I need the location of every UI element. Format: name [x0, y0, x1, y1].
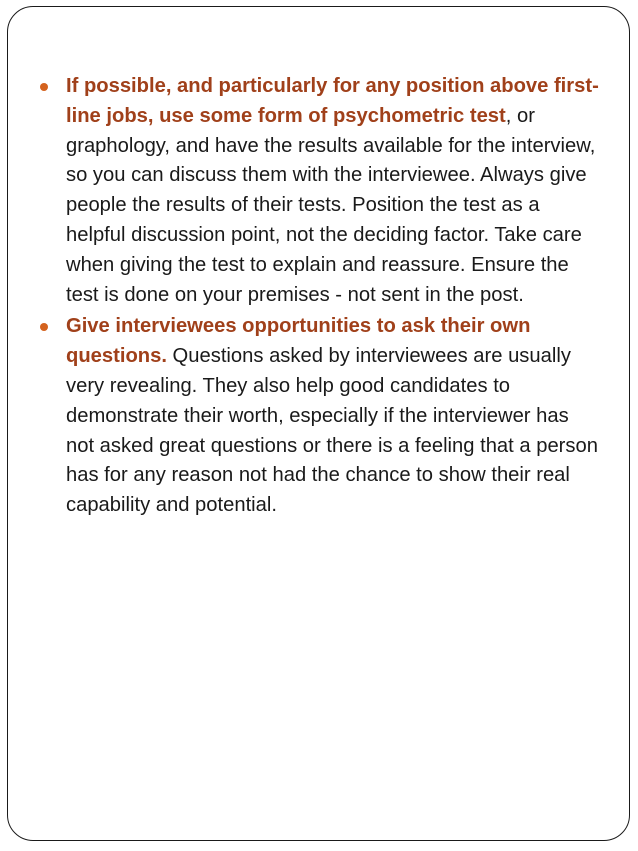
bullet-highlight: Give interviewees opportunities to ask their own questions. [66, 315, 531, 368]
bullet-list [40, 72, 600, 523]
bullet-item-psychometric-test [40, 72, 600, 310]
bullet-item-interviewee-questions [40, 312, 600, 521]
bullet-dot-icon [40, 83, 48, 91]
bullet-body: Questions asked by interviewees are usually very revealing. They also help good candidates to demonstrate their worth, especially if the interviewer has not asked great questions or there is a feeling that a person has for any reason not had the chance to show their real capability and potential. [66, 345, 598, 517]
bullet-dot-icon [40, 323, 48, 331]
bullet-body: , or graphology, and have the results available for the interview, so you can discuss them with the interviewee. Always give people the results of their tests. Position the test as a helpful discussion point, not the deciding factor. Take care when giving the test to explain and reassure. Ensure the test is done on your premises - not sent in the post. [66, 104, 596, 306]
bullet-highlight: If possible, and particularly for any position above first-line jobs, use some form of psychometric test [66, 75, 599, 127]
